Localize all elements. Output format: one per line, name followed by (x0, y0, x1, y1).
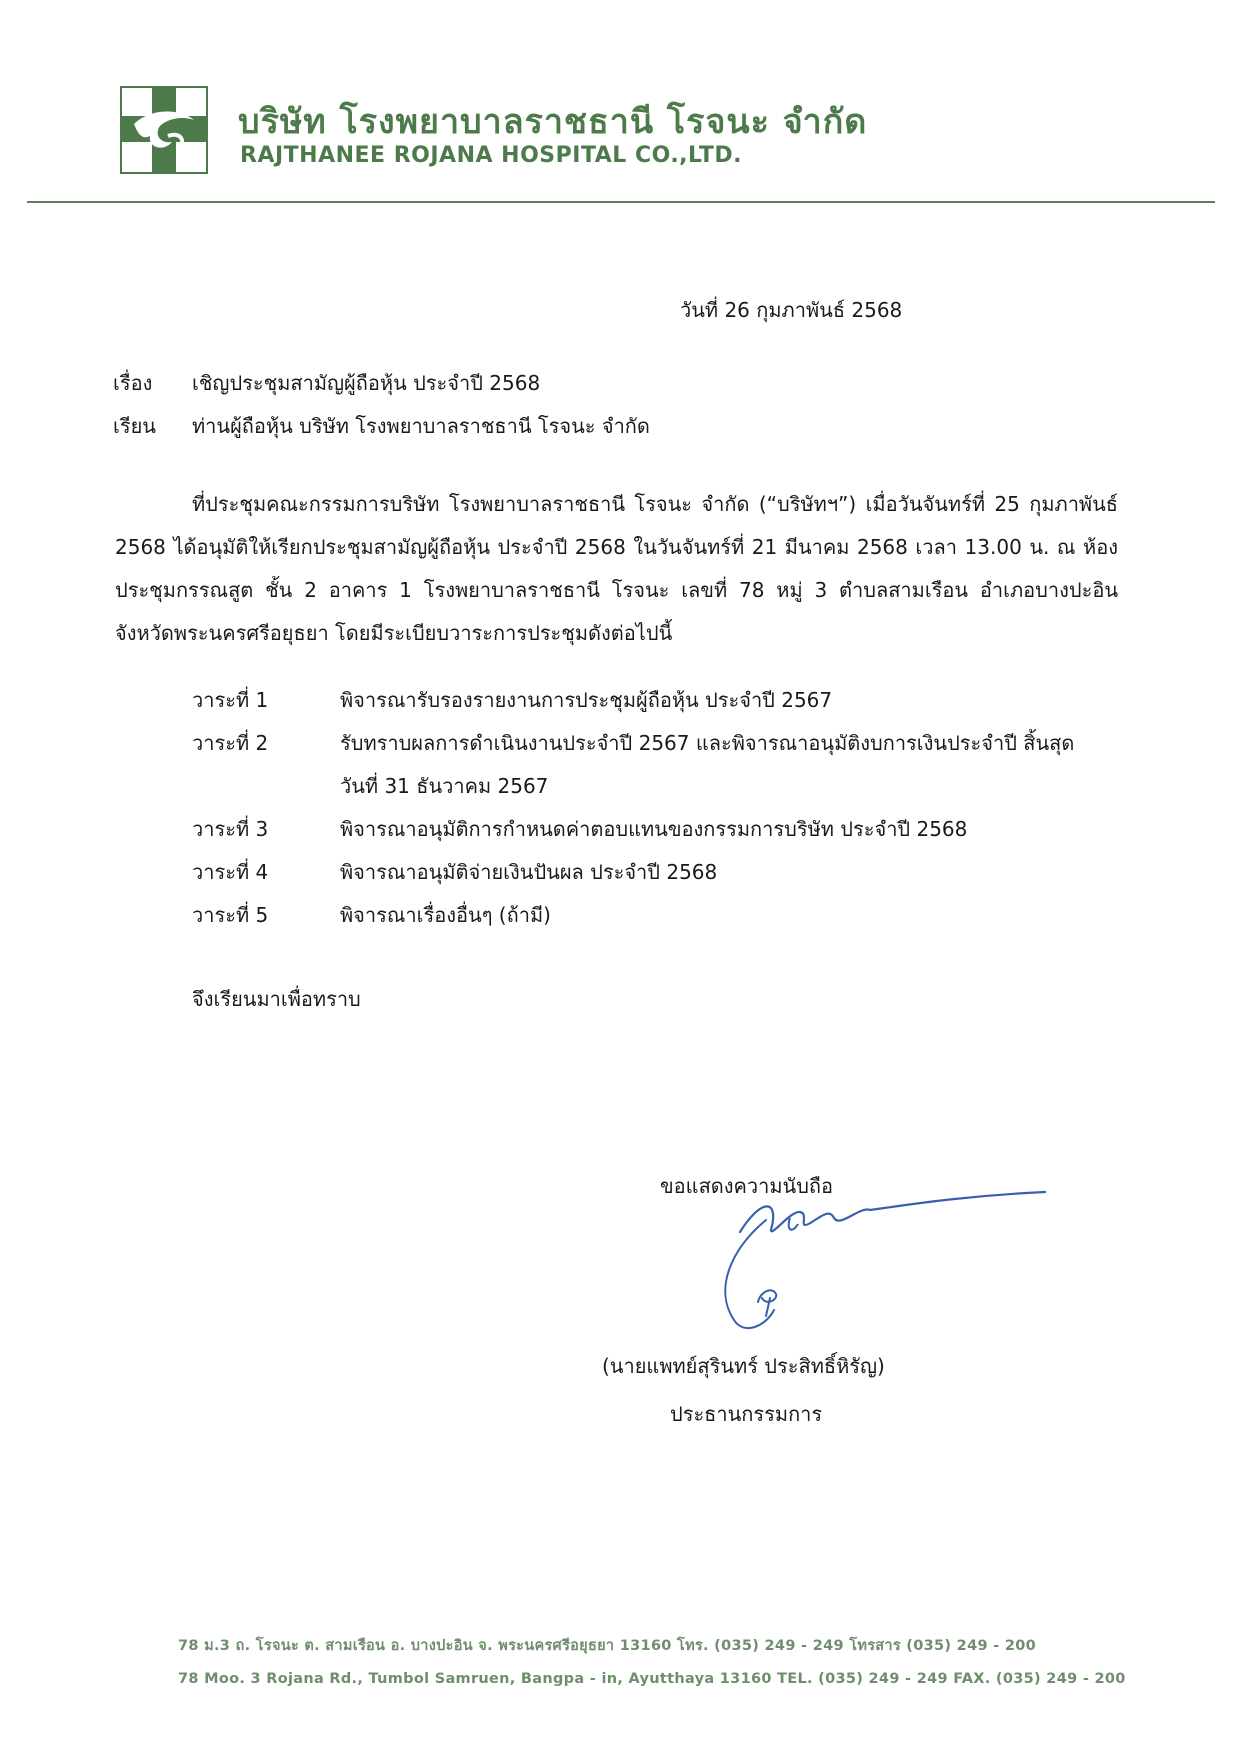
body-line: ที่ประชุมคณะกรรมการบริษัท โรงพยาบาลราชธานี โรจนะ จำกัด (“บริษัทฯ”) เมื่อวันจันทร์ที่ 25 กุมภาพันธ์ (192, 492, 1118, 516)
agenda-number: วาระที่ 1 (192, 688, 269, 712)
company-name-english: RAJTHANEE ROJANA HOSPITAL CO.,LTD. (240, 143, 743, 168)
body-line: จังหวัดพระนครศรีอยุธยา โดยมีระเบียบวาระการประชุมดังต่อไปนี้ (115, 621, 673, 645)
hospital-cross-logo-icon (120, 86, 208, 174)
body-paragraph (115, 483, 1118, 655)
signer-title: ประธานกรรมการ (670, 1402, 823, 1426)
footer-address-english: 78 Moo. 3 Rojana Rd., Tumbol Samruen, Bangpa - in, Ayutthaya 13160 TEL. (035) 249 - 249 FAX. (035) 249 - 200 (178, 1671, 1126, 1687)
agenda-text: พิจารณารับรองรายงานการประชุมผู้ถือหุ้น ประจำปี 2567 (340, 688, 833, 712)
handwritten-signature (700, 1170, 1050, 1350)
agenda-number: วาระที่ 2 (192, 731, 269, 755)
agenda-text: พิจารณาเรื่องอื่นๆ (ถ้ามี) (340, 903, 551, 927)
letterhead-divider (27, 201, 1215, 203)
recipient-label: เรียน (113, 414, 156, 438)
agenda-number: วาระที่ 4 (192, 860, 269, 884)
agenda-number: วาระที่ 3 (192, 817, 269, 841)
recipient-value: ท่านผู้ถือหุ้น บริษัท โรงพยาบาลราชธานี โรจนะ จำกัด (192, 414, 650, 438)
body-line: ประชุมกรรณสูต ชั้น 2 อาคาร 1 โรงพยาบาลราชธานี โรจนะ เลขที่ 78 หมู่ 3 ตำบลสามเรือน อำเภอบางปะอิน (115, 578, 1118, 602)
letter-date: วันที่ 26 กุมภาพันธ์ 2568 (680, 298, 903, 322)
agenda-text: รับทราบผลการดำเนินงานประจำปี 2567 และพิจารณาอนุมัติงบการเงินประจำปี สิ้นสุด (340, 731, 1075, 755)
footer-address-thai: 78 ม.3 ถ. โรจนะ ต. สามเรือน อ. บางปะอิน จ. พระนครศรีอยุธยา 13160 โทร. (035) 249 - 249 โทรสาร (035) 249 - 200 (178, 1638, 1037, 1654)
signer-name: (นายแพทย์สุรินทร์ ประสิทธิ์หิรัญ) (602, 1354, 885, 1378)
subject-label: เรื่อง (113, 371, 153, 395)
company-name-thai: บริษัท โรงพยาบาลราชธานี โรจนะ จำกัด (238, 102, 868, 142)
closing-text: จึงเรียนมาเพื่อทราบ (192, 987, 361, 1011)
agenda-text: พิจารณาอนุมัติจ่ายเงินปันผล ประจำปี 2568 (340, 860, 718, 884)
agenda-text-continued: วันที่ 31 ธันวาคม 2567 (340, 774, 549, 798)
body-line: 2568 ได้อนุมัติให้เรียกประชุมสามัญผู้ถือหุ้น ประจำปี 2568 ในวันจันทร์ที่ 21 มีนาคม 2568 เวลา 13.00 น. ณ ห้อง (115, 535, 1118, 559)
regards-text: ขอแสดงความนับถือ (660, 1174, 834, 1198)
agenda-number: วาระที่ 5 (192, 903, 269, 927)
agenda-text: พิจารณาอนุมัติการกำหนดค่าตอบแทนของกรรมการบริษัท ประจำปี 2568 (340, 817, 968, 841)
subject-value: เชิญประชุมสามัญผู้ถือหุ้น ประจำปี 2568 (192, 371, 541, 395)
